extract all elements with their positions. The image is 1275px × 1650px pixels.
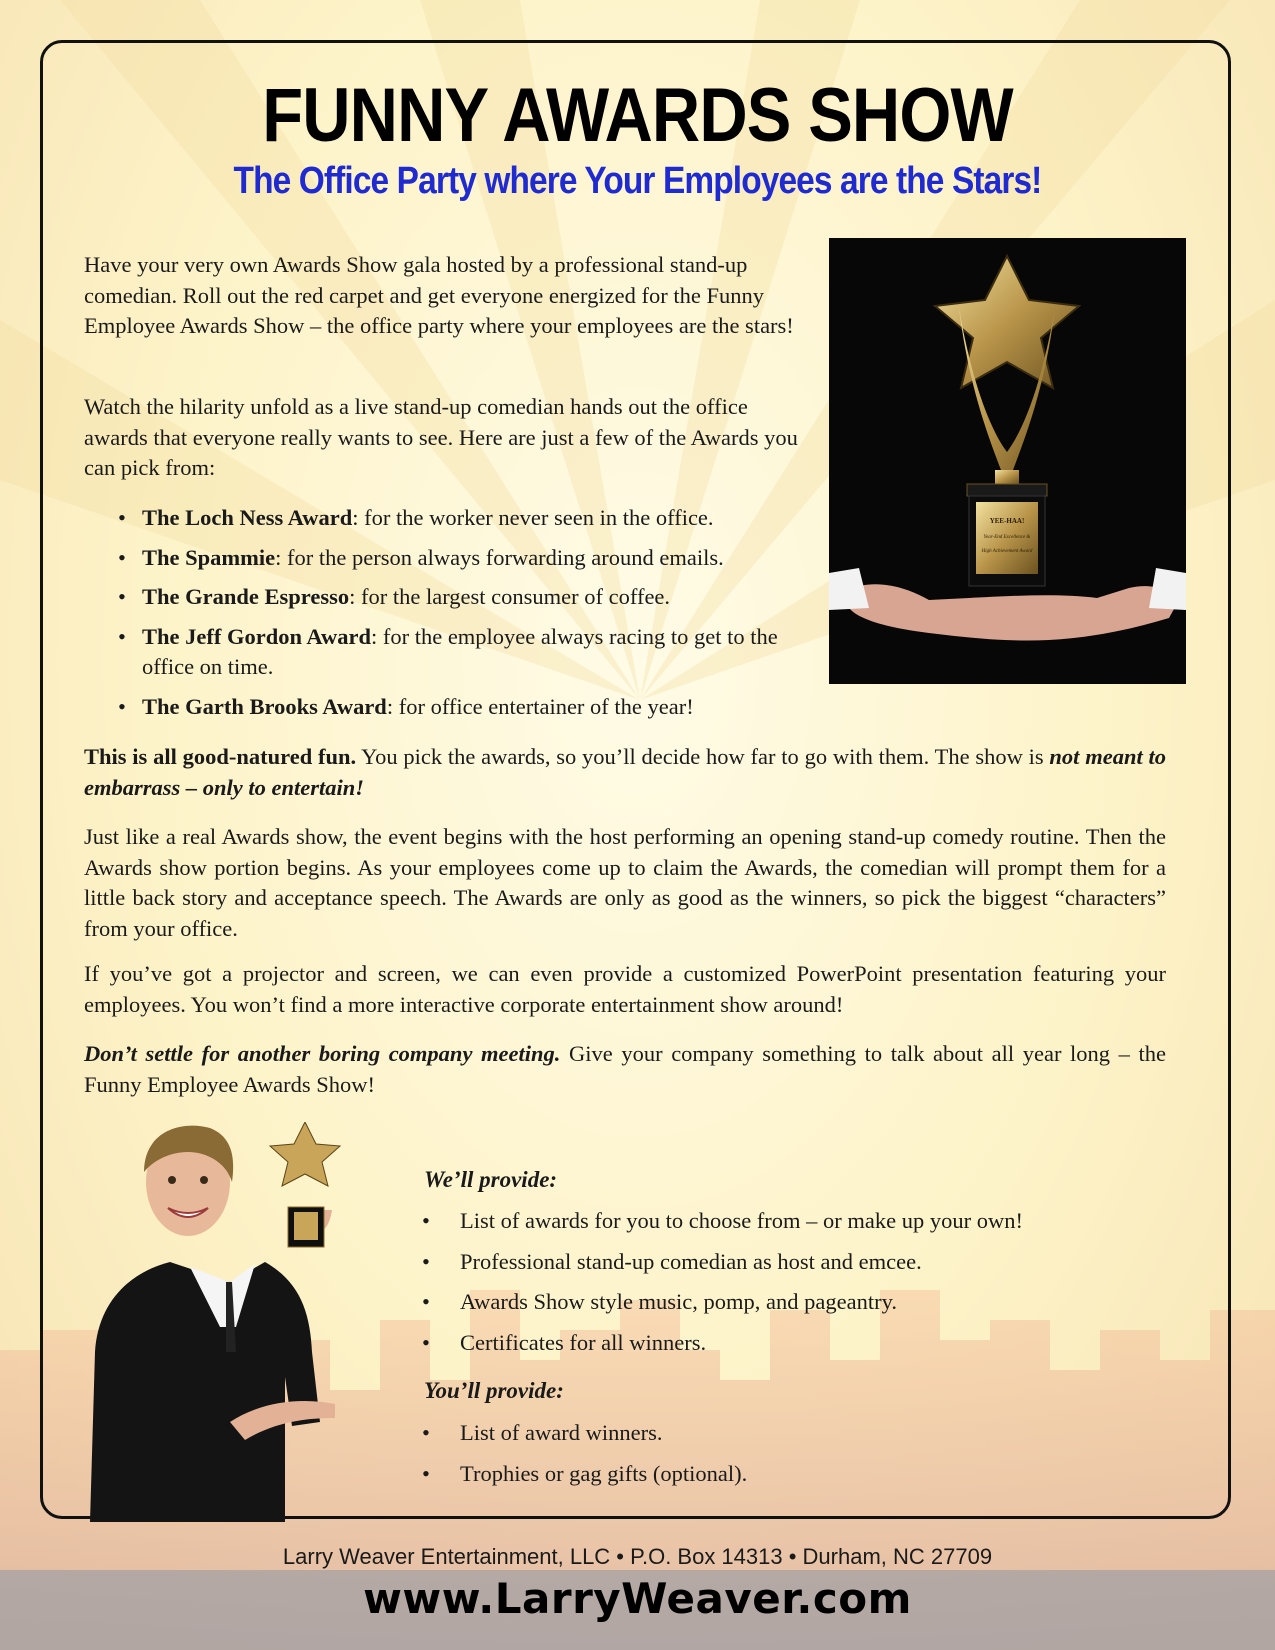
list-item-text: Professional stand-up comedian as host and emcee. [460, 1248, 922, 1274]
footer-address: Larry Weaver Entertainment, LLC • P.O. Box 14313 • Durham, NC 27709 [282, 1544, 993, 1569]
list-item [422, 1328, 1182, 1359]
award-name: The Spammie [142, 544, 276, 570]
plaque-line-3: High Achievement Award [981, 549, 1033, 554]
list-item-text: Certificates for all winners. [460, 1329, 707, 1355]
bullet: • [118, 623, 126, 649]
list-item [84, 582, 804, 613]
trophy-in-hands-illustration [829, 238, 1186, 684]
list-item [84, 622, 804, 683]
we-provide-list [422, 1206, 1182, 1368]
award-description: : for the person always forwarding around emails. [275, 544, 724, 570]
bullet: • [118, 544, 126, 570]
award-name: The Loch Ness Award [142, 505, 353, 530]
award-description: : for the employee always racing to get to the office on time. [142, 623, 778, 679]
list-item [422, 1206, 1182, 1237]
we-provide-title: We’ll provide: [424, 1167, 558, 1192]
intro-paragraph-1: Have your very own Awards Show gala hosted by a professional stand-up comedian. Roll out the red carpet and get everyone energized for the Funny Employee Awards Show – the office party where your employees are the stars! [84, 252, 794, 338]
list-item [84, 692, 804, 723]
list-item-text: List of awards for you to choose from – or make up your own! [460, 1208, 1023, 1233]
footer-website-link[interactable]: www.LarryWeaver.com [363, 1574, 912, 1623]
body-paragraph-closing [84, 1039, 1166, 1100]
emphasis-bold: This is all good-natured fun. [84, 744, 357, 769]
you-provide-list [422, 1418, 1182, 1499]
award-description: : for office entertainer of the year! [386, 693, 694, 719]
awards-list [84, 503, 804, 731]
bullet: • [118, 693, 126, 719]
award-description: : for the largest consumer of coffee. [349, 584, 671, 609]
bullet: • [422, 1289, 430, 1314]
award-name: The Garth Brooks Award [142, 693, 387, 719]
plaque-line-1: YEE-HAA! [989, 517, 1025, 525]
body-text: Give your company something to talk about all year long – the Funny Employee Awards Show! [84, 1041, 1166, 1097]
list-item [84, 503, 804, 534]
award-name: The Grande Espresso [142, 584, 350, 609]
bullet: • [118, 584, 126, 609]
trophy-photo [829, 238, 1186, 684]
list-item [422, 1247, 1182, 1278]
award-description: : for the worker never seen in the office. [352, 505, 714, 530]
bullet: • [422, 1208, 430, 1233]
list-item [422, 1459, 1182, 1490]
list-item [422, 1287, 1182, 1318]
body-paragraph-event: Just like a real Awards show, the event begins with the host performing an opening stand-up comedy routine. Then the Awards show portion begins. As your employees come up to claim the Awards, the comedian will prompt them for a little back story and acceptance speech. The Awards are only as good as the winners, so pick the biggest “characters” from your office. [84, 824, 1166, 941]
bullet: • [422, 1460, 430, 1486]
bullet: • [422, 1248, 430, 1274]
list-item [84, 543, 804, 574]
you-provide-title: You’ll provide: [424, 1378, 564, 1403]
list-item-text: List of award winners. [460, 1420, 663, 1445]
intro-paragraph-2: Watch the hilarity unfold as a live stand-up comedian hands out the office awards that everyone really wants to see. Here are just a few of the Awards you can pick from: [84, 394, 798, 480]
body-text: You pick the awards, so you’ll decide how far to go with them. The show is [356, 744, 1050, 769]
plaque-line-2: Year-End Excellence & [983, 535, 1031, 540]
emphasis-italic: not meant to embarrass – only to entertain! [84, 744, 1166, 800]
bullet: • [422, 1329, 430, 1355]
bullet: • [422, 1420, 430, 1445]
emphasis-italic: Don’t settle for another boring company meeting. [84, 1041, 561, 1066]
comedian-with-trophy-illustration [80, 1122, 380, 1522]
list-item [422, 1418, 1182, 1449]
body-paragraph-projector: If you’ve got a projector and screen, we can even provide a customized PowerPoint presentation featuring your employees. You won’t find a more interactive corporate entertainment show around! [84, 961, 1166, 1017]
page-title: FUNNY AWARDS SHOW [262, 73, 1013, 158]
bullet: • [118, 505, 126, 530]
page-subtitle: The Office Party where Your Employees are the Stars! [233, 160, 1042, 202]
list-item-text: Awards Show style music, pomp, and pageantry. [460, 1289, 898, 1314]
body-paragraph-fun [84, 742, 1166, 803]
award-name: The Jeff Gordon Award [142, 623, 371, 649]
list-item-text: Trophies or gag gifts (optional). [460, 1460, 748, 1486]
